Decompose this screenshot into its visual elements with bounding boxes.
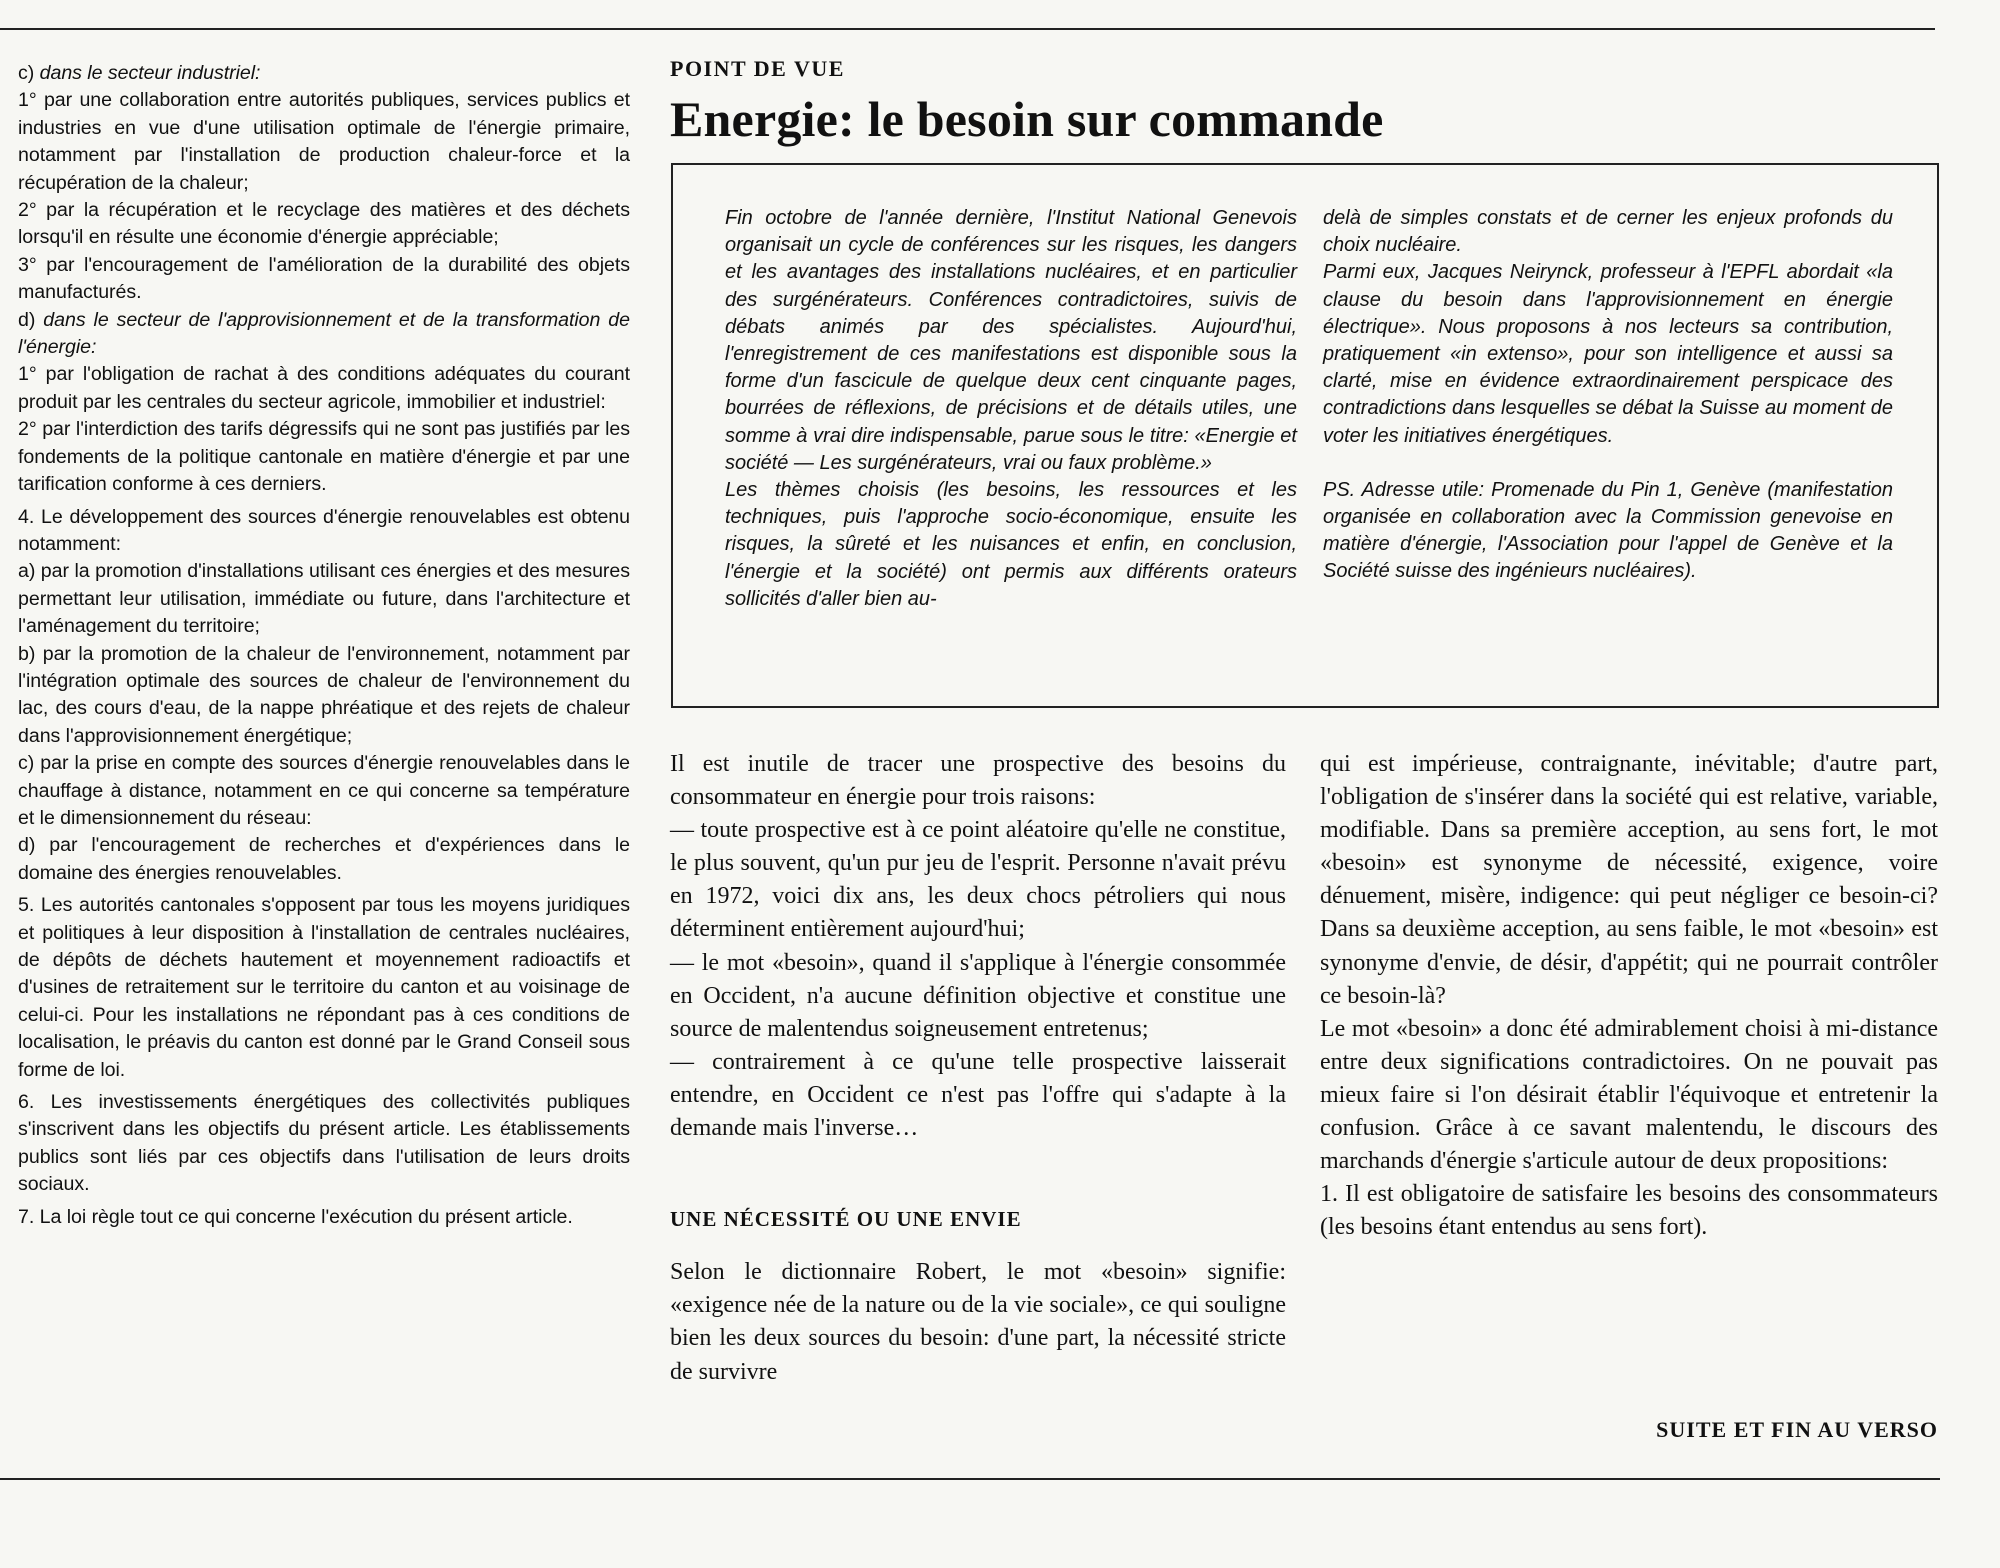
- body-paragraph: Il est inutile de tracer une prospective des besoins du consommateur en énergie pour trois raisons:: [670, 751, 1286, 811]
- intro-column-left: [725, 205, 1297, 613]
- top-rule: [0, 28, 1935, 30]
- left-paragraph: 4. Le développement des sources d'énergie renouvelables est obtenu notamment:: [18, 505, 630, 555]
- left-paragraph: c) par la prise en compte des sources d'énergie renouvelables dans le chauffage à distance, notamment en ce qui concerne sa température et le dimensionnement du réseau:: [18, 752, 630, 829]
- intro-column-right: [1323, 205, 1893, 586]
- body-column-right: [1320, 748, 1938, 1244]
- body-paragraph: qui est impérieuse, contraignante, inévitable; d'autre part, l'obligation de s'insérer dans la société qui est relative, variable, modifiable. Dans sa première acception, au sens fort, le mot «besoin» est synonyme de nécessité, exigence, voire dénuement, misère, indigence: qui peut négliger ce besoin-ci? Dans sa deuxième acception, au sens faible, le mot «besoin» est synonyme d'envie, de désir, d'appétit; qui ne pourrait contrôler ce besoin-là?: [1320, 751, 1938, 1009]
- intro-paragraph: Fin octobre de l'année dernière, l'Institut National Genevois organisait un cycle de conférences sur les risques, les dangers et les avantages des installations nucléaires, et en particulier des surgénérateurs. Conférences contradictoires, suivis de débats animés par des spécialistes. Aujourd'hui, l'enregistrement de ces manifestations est disponible sous la forme d'un fascicule de quelque deux cent cinquante pages, bourrées de réflexions, de précisions et de détails utiles, une somme à vrai dire indispensable, parue sous le titre: «Energie et société — Les surgénérateurs, vrai ou faux problème.»: [725, 207, 1297, 474]
- left-paragraph: 2° par l'interdiction des tarifs dégressifs qui ne sont pas justifiés par les fondements de la politique cantonale en matière d'énergie et par une tarification conforme à ces derniers.: [18, 418, 630, 496]
- left-paragraph: d) par l'encouragement de recherches et d'expériences dans le domaine des énergies renouvelables.: [18, 834, 630, 884]
- article-headline: Energie: le besoin sur commande: [670, 91, 1384, 147]
- left-column-text: [18, 60, 630, 1231]
- left-paragraph: 2° par la récupération et le recyclage des matières et des déchets lorsqu'il en résulte une économie d'énergie appréciable;: [18, 199, 630, 249]
- left-paragraph: c) dans le secteur industriel:: [18, 62, 261, 84]
- section-heading: UNE NÉCESSITÉ OU UNE ENVIE: [670, 1207, 1022, 1232]
- body-paragraph: — contrairement à ce qu'une telle prospective laisserait entendre, en Occident ce n'est pas l'offre qui s'adapte à la demande mais l'inverse…: [670, 1048, 1286, 1142]
- continuation-note: SUITE ET FIN AU VERSO: [1656, 1417, 1938, 1442]
- left-paragraph: d) dans le secteur de l'approvisionnement et de la transformation de l'énergie:: [18, 308, 631, 359]
- left-paragraph: 5. Les autorités cantonales s'opposent par tous les moyens juridiques et politiques à leur disposition à l'installation de centrales nucléaires, de dépôts de déchets hautement et moyennement radioactifs et d'usines de retraitement sur le territoire du canton et au voisinage de celui-ci. Pour les installations ne répondant pas à ces conditions de localisation, le préavis du canton est donné par le Grand Conseil sous forme de loi.: [18, 894, 630, 1081]
- left-paragraph: 1° par une collaboration entre autorités publiques, services publics et industries en vue d'une utilisation optimale de l'énergie primaire, notamment par l'installation de production chaleur-force et la récupération de la chaleur;: [18, 89, 630, 194]
- intro-paragraph: delà de simples constats et de cerner les enjeux profonds du choix nucléaire.: [1323, 207, 1893, 257]
- bottom-rule: [0, 1478, 1940, 1480]
- left-paragraph: 1° par l'obligation de rachat à des conditions adéquates du courant produit par les centrales du secteur agricole, immobilier et industriel:: [18, 363, 630, 413]
- body-paragraph: Selon le dictionnaire Robert, le mot «besoin» signifie: «exigence née de la nature ou de la vie sociale», ce qui souligne bien les deux sources du besoin: d'une part, la nécessité stricte de survivre: [670, 1259, 1286, 1385]
- body-paragraph: — le mot «besoin», quand il s'applique à l'énergie consommée en Occident, n'a aucune définition objective et constitue une source de malentendus soigneusement entretenus;: [670, 949, 1286, 1042]
- body-paragraph: Le mot «besoin» a donc été admirablement choisi à mi-distance entre deux significations contradictoires. On ne pouvait pas mieux faire si l'on désirait établir l'équivoque et entretenir la confusion. Grâce à ce savant malentendu, le discours des marchands d'énergie s'articule autour de deux propositions:: [1320, 1015, 1938, 1175]
- left-paragraph: 6. Les investissements énergétiques des collectivités publiques s'inscrivent dans les objectifs du présent article. Les établissements publics sont liés par ces objectifs dans l'utilisation de leurs droits sociaux.: [18, 1091, 630, 1196]
- body-paragraph: 1. Il est obligatoire de satisfaire les besoins des consommateurs (les besoins étant entendus au sens fort).: [1320, 1181, 1938, 1241]
- intro-box: [671, 163, 1939, 708]
- intro-postscript: PS. Adresse utile: Promenade du Pin 1, Genève (manifestation organisée en collaboration avec la Commission genevoise en matière d'énergie, l'Association pour l'appel de Genève et la Société suisse des ingénieurs nucléaires).: [1323, 478, 1893, 583]
- left-paragraph: a) par la promotion d'installations utilisant ces énergies et des mesures permettant leur utilisation, immédiate ou future, dans l'architecture et l'aménagement du territoire;: [18, 560, 630, 638]
- left-paragraph: 3° par l'encouragement de l'amélioration de la durabilité des objets manufacturés.: [18, 253, 630, 304]
- body-paragraph: — toute prospective est à ce point aléatoire qu'elle ne constitue, le plus souvent, qu'un pur jeu de l'esprit. Personne n'avait prévu en 1972, voici dix ans, les deux chocs pétroliers qui nous déterminent entièrement aujourd'hui;: [670, 817, 1286, 943]
- intro-paragraph: Les thèmes choisis (les besoins, les ressources et les techniques, puis l'approche socio-économique, ensuite les risques, la sûreté et les nuisances et enfin, en conclusion, l'énergie et la société) ont permis aux différents orateurs sollicités d'aller bien au-: [725, 479, 1297, 610]
- article-kicker: POINT DE VUE: [670, 56, 845, 81]
- left-paragraph: b) par la promotion de la chaleur de l'environnement, notamment par l'intégration optimale des sources de chaleur de l'environnement du lac, des cours d'eau, de la nappe phréatique et des rejets de chaleur dans l'approvisionnement énergétique;: [18, 642, 630, 747]
- intro-paragraph: Parmi eux, Jacques Neirynck, professeur à l'EPFL abordait «la clause du besoin dans l'approvisionnement en énergie électrique». Nous proposons à nos lecteurs sa contribution, pratiquement «in extenso», pour son intelligence et aussi sa clarté, mise en évidence extraordinairement perspicace des contradictions dans lesquelles se débat la Suisse au moment de voter les initiatives énergétiques.: [1323, 261, 1893, 447]
- left-paragraph: 7. La loi règle tout ce qui concerne l'exécution du présent article.: [18, 1205, 573, 1228]
- body-column-left: [670, 748, 1286, 1389]
